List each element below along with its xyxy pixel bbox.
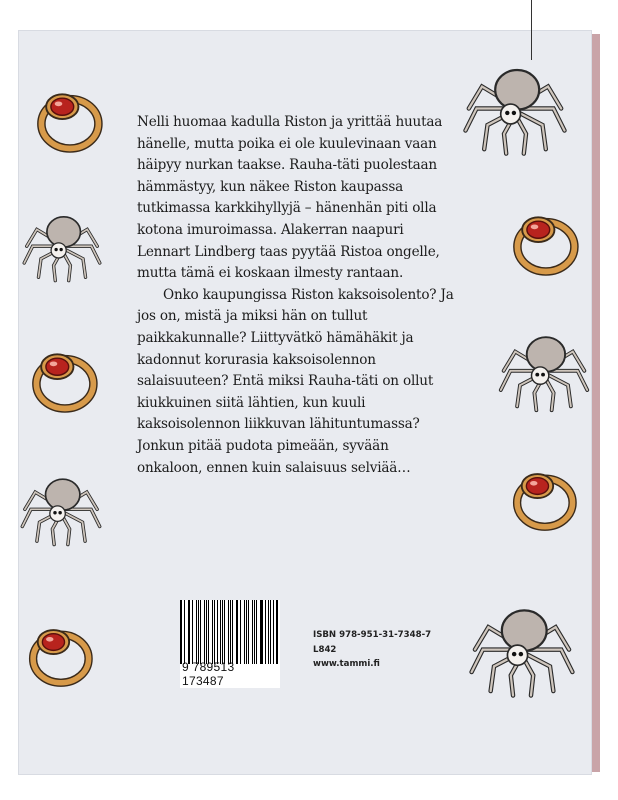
spider-illustration	[460, 48, 570, 158]
spider-illustration	[20, 200, 104, 284]
barcode-bar	[237, 600, 238, 664]
ring-illustration	[30, 82, 106, 158]
barcode-digits: 9 789513 173487	[180, 660, 280, 688]
blurb-paragraph-1: Nelli huomaa kadulla Riston ja yrittää huutaa hänelle, mutta poika ei ole kuulevinaan vaan häipyy nurkan taakse. Rauha-täti puolestaan hämmästyy, kun näkee Riston kaupassa tutkimassa karkkihyllyjä – hänenhän piti olla kotona imuroimassa. Alakerran naapuri Lennart Lindberg taas pyytää Ristoa ongelle, mutta tämä ei koskaan ilmesty rantaan.	[137, 114, 443, 282]
ring-illustration	[506, 205, 582, 281]
barcode-bar	[256, 600, 257, 664]
barcode-bar	[248, 600, 249, 664]
back-cover-blurb	[137, 112, 457, 479]
ring-illustration	[25, 342, 101, 418]
spider-illustration	[18, 462, 104, 548]
barcode-bar	[217, 600, 218, 664]
barcode-bars	[180, 600, 280, 664]
barcode-bar	[212, 600, 213, 664]
product-code: L842	[313, 644, 337, 655]
ring-illustration	[22, 618, 96, 692]
isbn-barcode	[180, 600, 280, 688]
publication-info	[313, 628, 431, 672]
barcode-bar	[184, 600, 185, 664]
barcode-bar	[200, 600, 201, 664]
barcode-bar	[270, 600, 271, 664]
publisher-website: www.tammi.fi	[313, 659, 380, 669]
spider-illustration	[466, 588, 578, 700]
barcode-bar	[192, 600, 193, 664]
isbn-text: ISBN 978-951-31-7348-7	[313, 630, 432, 640]
spider-illustration	[496, 318, 592, 414]
barcode-bar	[261, 600, 262, 664]
ring-illustration	[506, 462, 580, 536]
blurb-paragraph-2: Onko kaupungissa Riston kaksoisolento? Ja jos on, mistä ja miksi hän on tullut paikkakunnalle? Liittyvätkö hämähäkit ja kadonnut korurasia kaksoisolennon salaisuuteen? Entä miksi Rauha-täti on ollut kiukkuinen siitä lähtien, kun kuuli kaksoisolennon liikkuvan lähituntumassa? Jonkun pitää pudota pimeään, syvään onkaloon, ennen kuin salaisuus selviää…	[137, 286, 454, 476]
barcode-bar	[240, 600, 241, 664]
barcode-bar	[224, 600, 225, 664]
barcode-bar	[198, 600, 199, 664]
